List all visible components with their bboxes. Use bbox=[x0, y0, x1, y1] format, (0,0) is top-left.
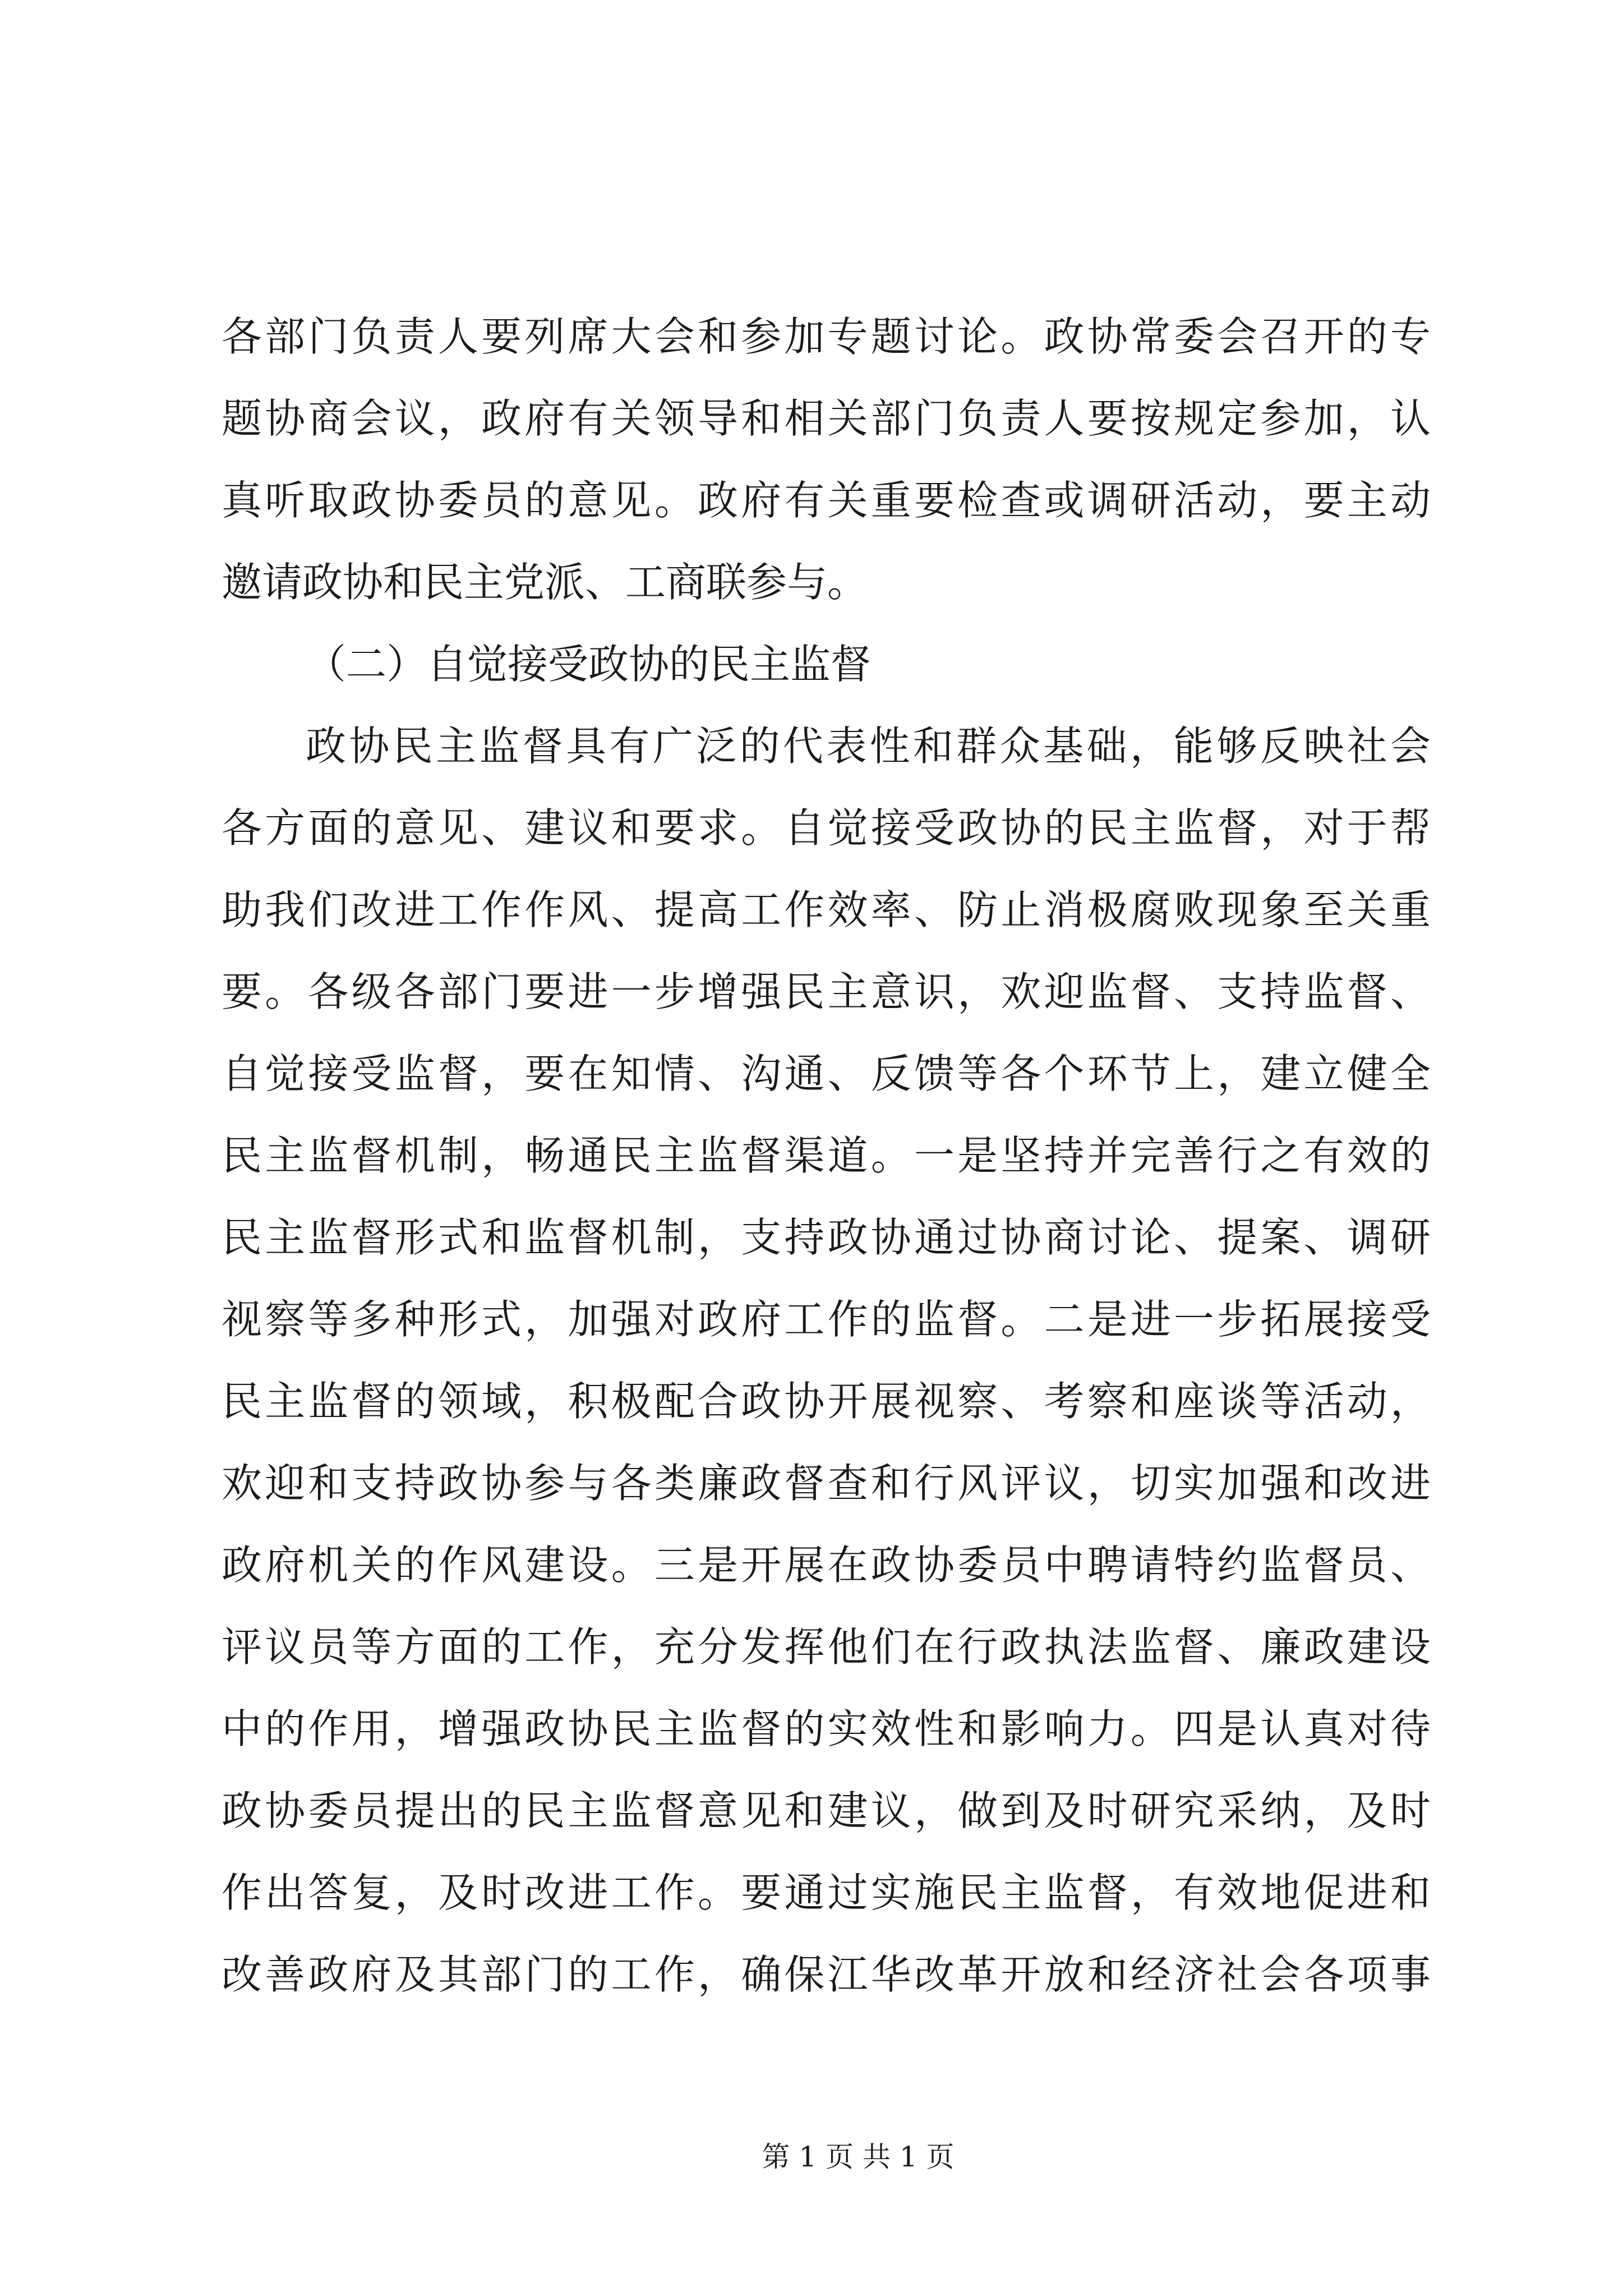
body-line: 欢迎和支持政协参与各类廉政督查和行风评议，切实加强和改进 bbox=[222, 1460, 1431, 1507]
body-line: 政协委员提出的民主监督意见和建议，做到及时研究采纳，及时 bbox=[222, 1787, 1431, 1834]
body-line: 要。各级各部门要进一步增强民主意识，欢迎监督、支持监督、 bbox=[222, 968, 1431, 1015]
body-line: 各部门负责人要列席大会和参加专题讨论。政协常委会召开的专 bbox=[222, 313, 1431, 360]
document-body bbox=[222, 296, 1431, 2016]
page-number-footer: 第 1 页 共 1 页 bbox=[762, 2141, 955, 2173]
body-line: 民主监督机制，畅通民主监督渠道。一是坚持并完善行之有效的 bbox=[222, 1132, 1431, 1179]
body-line: 作出答复，及时改进工作。要通过实施民主监督，有效地促进和 bbox=[222, 1869, 1431, 1916]
body-line: 助我们改进工作作风、提高工作效率、防止消极腐败现象至关重 bbox=[222, 886, 1431, 933]
body-line: 民主监督的领域，积极配合政协开展视察、考察和座谈等活动， bbox=[222, 1378, 1431, 1425]
body-line: 中的作用，增强政协民主监督的实效性和影响力。四是认真对待 bbox=[222, 1705, 1431, 1752]
body-line: 邀请政协和民主党派、工商联参与。 bbox=[222, 559, 868, 606]
body-line: 政协民主监督具有广泛的代表性和群众基础，能够反映社会 bbox=[306, 723, 1431, 770]
body-line: 政府机关的作风建设。三是开展在政协委员中聘请特约监督员、 bbox=[222, 1542, 1431, 1589]
section-heading: （二）自觉接受政协的民主监督 bbox=[306, 641, 872, 688]
body-line: 评议员等方面的工作，充分发挥他们在行政执法监督、廉政建设 bbox=[222, 1623, 1431, 1671]
body-line: 民主监督形式和监督机制，支持政协通过协商讨论、提案、调研 bbox=[222, 1214, 1431, 1261]
body-line: 改善政府及其部门的工作，确保江华改革开放和经济社会各项事 bbox=[222, 1951, 1431, 1998]
body-line: 题协商会议，政府有关领导和相关部门负责人要按规定参加，认 bbox=[222, 395, 1431, 442]
body-line: 各方面的意见、建议和要求。自觉接受政协的民主监督，对于帮 bbox=[222, 804, 1431, 852]
body-line: 自觉接受监督，要在知情、沟通、反馈等各个环节上，建立健全 bbox=[222, 1050, 1431, 1097]
body-line: 视察等多种形式，加强对政府工作的监督。二是进一步拓展接受 bbox=[222, 1296, 1431, 1343]
body-line: 真听取政协委员的意见。政府有关重要检查或调研活动，要主动 bbox=[222, 477, 1431, 524]
